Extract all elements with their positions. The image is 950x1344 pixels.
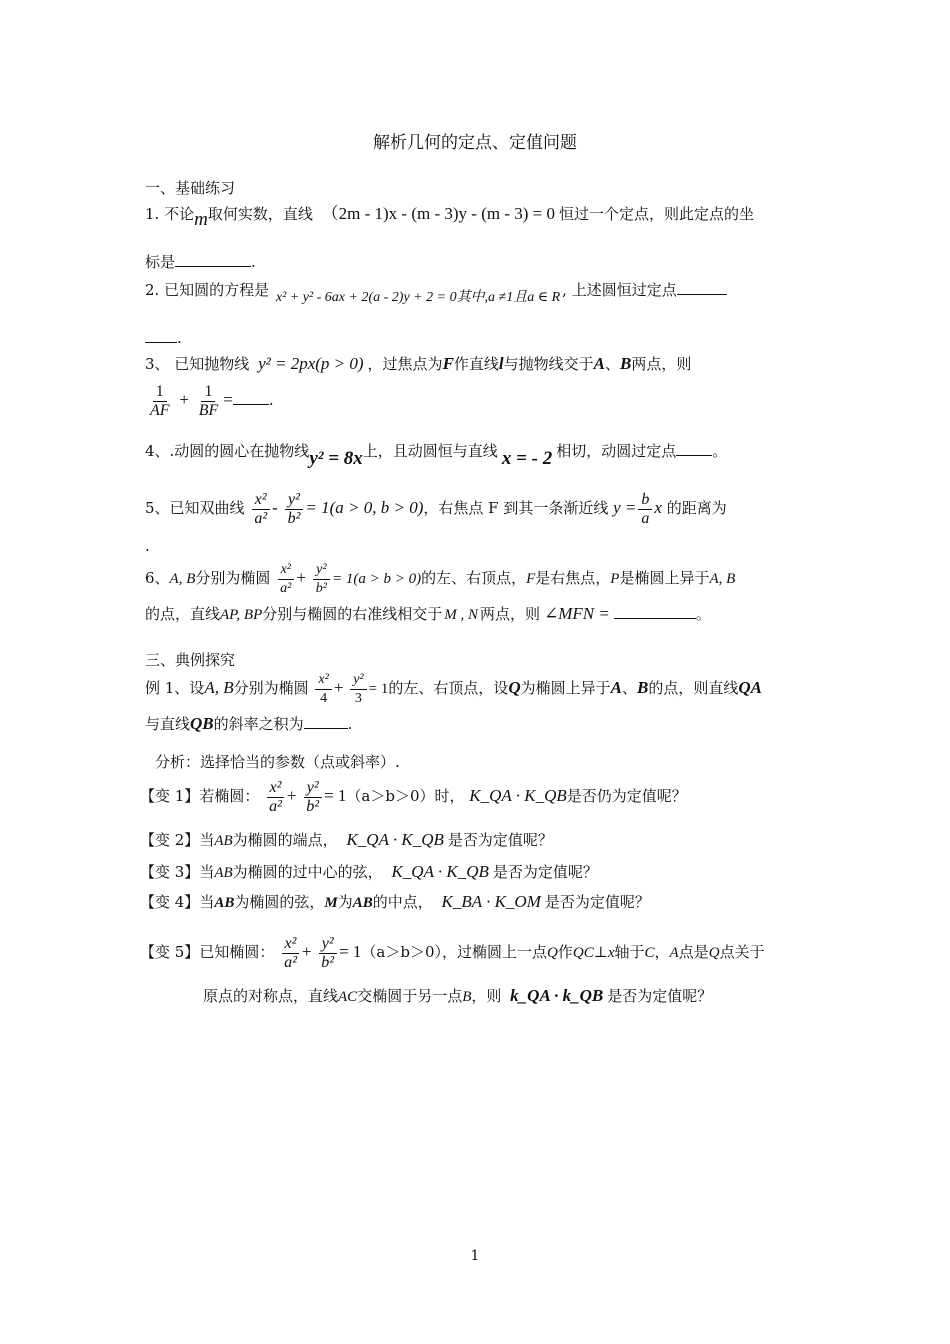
v5-C: C [644,945,655,961]
v1-text-b: （a＞b＞0）时， [346,787,465,805]
v5-product: k_QA · k_QB [510,986,604,1005]
q6-end: 。 [695,605,711,623]
q6-AB2: A, B [709,571,736,587]
section-heading-basic: 一、基础练习 [145,179,236,197]
q6-AB: A, B [169,571,196,587]
q5-minus: - [272,498,278,517]
v1-product: K_QA · K_QB [469,786,567,805]
example-1-line-2 [145,714,352,734]
q5-condition: = 1(a > 0, b > 0) [305,498,424,517]
q6-MN: M , N [444,607,478,623]
q6-F: F [526,571,536,587]
q3-fraction-2: $\frac{1}{BF}$ [198,382,219,419]
ex1-plus: + [333,678,344,697]
q4-end: 。 [712,442,728,460]
v4-text-c: 为 [337,893,353,911]
v5-text-d: 轴于 [614,943,645,961]
q3-B: B [620,354,632,373]
q1-var-m: m [194,209,208,230]
question-6-line-2 [145,604,711,625]
v1-text-c: 是否仍为定值呢？ [566,787,687,805]
v5-plus: + [301,942,312,961]
q3-plus: + [179,390,189,409]
v5-text-c: 作 [557,943,573,961]
q3-l: l [498,354,504,373]
q3-equation: y² = 2px(p > 0) [258,354,364,373]
v5-text-a: 已知椭圆： [199,943,275,961]
q5-asymptote-fraction: $\frac{b}{a}$ [638,491,652,528]
q3-text-b: 作直线 [453,355,499,373]
ex1-text-f: 的斜率之积为 [213,715,304,733]
v5-x: x [607,945,615,961]
q1-prefix: 1. 不论 [145,205,195,223]
v3-label: 【变 3】 [140,863,200,881]
q6-text-a: 分别为椭圆 [195,569,271,587]
ex1-QA: QA [738,678,762,697]
analysis-note: 分析：选择恰当的参数（点或斜率）. [155,753,400,771]
question-4 [145,436,728,469]
v5-label: 【变 5】 [140,943,200,961]
q3-fraction-1: $\frac{1}{AF}$ [150,382,170,419]
variant-3 [140,862,598,883]
q3-text-c: 与抛物线交于 [503,355,594,373]
q6-text-g: 两点，则 [480,605,541,623]
question-5 [145,486,727,530]
q6-text-d: 是椭圆上异于 [619,569,710,587]
v4-text-e: 是否为定值呢？ [544,893,650,911]
ex1-Q: Q [508,678,521,697]
v3-text-b: 为椭圆的过中心的弦， [232,863,383,881]
ex1-condition: = 1 [368,681,389,697]
question-3-line-1 [145,354,691,374]
v4-AB2: AB [352,895,373,911]
v5-line2-d: 是否为定值呢？ [607,987,713,1005]
v2-text-c: 是否为定值呢？ [447,831,553,849]
question-1-line-1 [145,204,755,230]
q5-end: . [145,537,150,555]
q5-asymptote-x: x [654,498,662,517]
v5-B: B [462,989,472,1005]
question-2-line-2 [145,328,182,348]
question-1-line-2 [145,252,256,272]
v5-text-b: （a＞b＞0），过椭圆上一点 [361,943,548,961]
ex1-text-e: 与直线 [145,715,191,733]
v5-line2-a: 原点的对称点，直线 [203,987,339,1005]
answer-blank [233,390,269,405]
q6-text-e: 的点，直线 [145,605,221,623]
q6-prefix: 6、 [145,569,170,587]
v4-text-b: 为椭圆的弦， [234,893,325,911]
variant-5-line-2 [203,986,712,1007]
ex1-B: B [637,678,649,697]
q3-F: F [442,354,454,373]
q4-prefix: 4、.动圆的圆心在抛物线 [145,442,310,460]
v4-label: 【变 4】 [140,893,200,911]
v2-product: K_QA · K_QB [346,830,444,849]
question-6-line-1 [145,558,735,599]
answer-blank [175,252,251,267]
q6-text-c: 是右焦点， [535,569,611,587]
example-1-line-1 [145,668,762,709]
v5-line2-c: ，则 [471,987,502,1005]
ex1-fraction-y: $\frac{\text{y²}}{3}$ [350,671,366,708]
v2-label: 【变 2】 [140,831,200,849]
v5-text-f: 点是 [678,943,709,961]
ex1-text-b: 的左、右顶点，设 [388,679,509,697]
v4-M: M [324,895,338,911]
v1-fraction-x: $\frac{\text{x²}}{\text{a²}}$ [266,779,285,816]
v3-text-c: 是否为定值呢？ [492,863,598,881]
answer-blank [676,441,712,456]
v5-A: A [669,945,679,961]
q2-equation: x² + y² - 6ax + 2(a - 2)y + 2 = 0其中,a ≠1且a ∈ R [275,290,561,305]
q4-eq2: x = - 2 [501,448,553,469]
q5-fraction-x: $\frac{\text{x²}}{\text{a²}}$ [251,491,270,528]
q3-A: A [593,354,606,373]
answer-blank [677,280,727,295]
variant-4 [140,892,650,913]
v4-text-a: 当 [199,893,215,911]
v5-Q: Q [547,945,558,961]
q6-plus: + [296,568,306,587]
page-number: 1 [470,1248,480,1264]
q6-angle: ∠MFN = [544,604,610,623]
v3-text-a: 当 [199,863,215,881]
ex1-end: . [347,715,353,733]
ex1-text-c: 为椭圆上异于 [520,679,611,697]
ex1-fraction-x: $\frac{\text{x²}}{4}$ [315,671,331,708]
v4-AB: AB [214,895,235,911]
q3-sep: 、 [605,355,621,373]
v1-fraction-y: $\frac{\text{y²}}{\text{b²}}$ [303,779,322,816]
q5-asymptote-lhs: y = [613,498,637,517]
q1-text-a: 取何实数，直线 [207,205,313,223]
q6-fraction-y: $\frac{\text{y²}}{\text{b²}}$ [313,561,330,598]
q2-text-a: , 上述圆恒过定点 [562,281,677,299]
q1-end: . [251,253,256,271]
q6-text-b: 的左、右顶点， [421,569,527,587]
q6-text-f: 分别与椭圆的右准线相交于 [262,605,443,623]
v5-perp: ⊥ [593,943,608,961]
v5-text-g: 点关于 [719,943,765,961]
ex1-QB: QB [190,714,214,733]
q4-eq1: y² = 8x [309,448,363,469]
ex1-sep: 、 [621,679,637,697]
answer-blank [145,328,177,343]
v3-product: K_QA · K_QB [391,862,489,881]
q6-condition: = 1(a > b > 0) [331,571,422,587]
ex1-prefix: 例 1、设 [145,679,205,697]
v4-text-d: 的中点， [372,893,433,911]
q2-end: . [177,329,182,347]
answer-blank [614,604,696,619]
v1-condition: = 1 [324,786,347,805]
v2-text-b: 为椭圆的端点， [232,831,338,849]
v5-AC: AC [338,989,358,1005]
q3-text-d: 两点，则 [631,355,692,373]
ex1-text-d: 的点，则直线 [648,679,739,697]
q3-prefix: 3、 已知抛物线 [145,355,250,373]
q1-text-b: 恒过一个定点，则此定点的坐 [559,205,755,223]
q3-end: . [268,391,274,409]
q5-text-b: 的距离为 [666,499,727,517]
ex1-text-a: 分别为椭圆 [233,679,309,697]
v1-label: 【变 1】 [140,787,200,805]
v2-text-a: 当 [199,831,215,849]
v5-fraction-x: $\frac{\text{x²}}{\text{a²}}$ [281,935,300,972]
v5-QC: QC [572,945,594,961]
v2-AB: AB [214,833,233,849]
v4-product: K_BA · K_OM [441,892,541,911]
q4-text-a: 上，且动圆恒与直线 [362,442,498,460]
variant-2 [140,830,553,851]
q1-equation: （2m - 1)x - (m - 3)y - (m - 3) = 0 [321,204,555,223]
q3-text-a: ，过焦点为 [367,355,443,373]
v5-Q2: Q [708,945,720,961]
answer-blank [304,714,348,729]
q1-text-c: 标是 [145,253,176,271]
v5-condition: = 1 [339,942,362,961]
v5-text-e: ， [654,943,670,961]
q6-lines: AP, BP [220,607,263,623]
variant-1 [140,772,687,820]
q2-prefix: 2. 已知圆的方程是 [145,281,270,299]
q6-fraction-x: $\frac{\text{x²}}{\text{a²}}$ [277,561,294,598]
q4-text-b: 相切，动圆过定点 [556,442,677,460]
q5-fraction-y: $\frac{\text{y²}}{\text{b²}}$ [285,491,304,528]
question-2-line-1 [145,280,727,305]
ex1-A: A [610,678,622,697]
ex1-AB: A, B [204,678,234,697]
page-title: 解析几何的定点、定值问题 [373,133,577,153]
q5-prefix: 5、已知双曲线 [145,499,245,517]
question-3-line-2 [145,380,274,420]
q6-P: P [610,571,620,587]
q5-text-a: ，右焦点 F 到其一条渐近线 [423,499,609,517]
q3-eq: = [223,390,233,409]
v1-text-a: 若椭圆： [199,787,260,805]
v3-AB: AB [214,865,233,881]
v5-line2-b: 交椭圆于另一点 [357,987,463,1005]
v5-fraction-y: $\frac{\text{y²}}{\text{b²}}$ [318,935,337,972]
v1-plus: + [286,786,297,805]
section-heading-examples: 三、典例探究 [145,651,236,669]
variant-5-line-1 [140,928,765,977]
